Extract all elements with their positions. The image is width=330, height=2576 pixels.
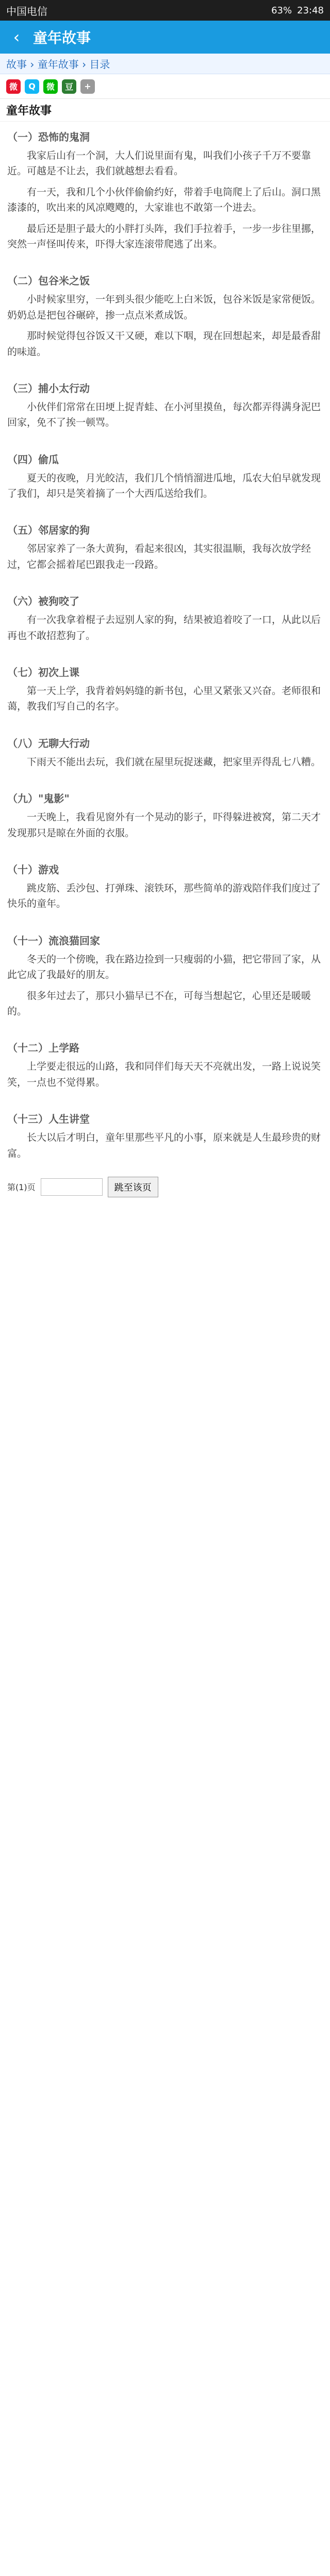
section-paragraph: 有一次我拿着棍子去逗别人家的狗，结果被追着咬了一口，从此以后再也不敢招惹狗了。 xyxy=(7,614,321,641)
section-title: （十三）人生讲堂 xyxy=(7,1113,90,1126)
section-body xyxy=(7,292,323,360)
jump-page-input[interactable] xyxy=(41,1178,103,1196)
section-paragraph: 下雨天不能出去玩，我们就在屋里玩捉迷藏，把家里弄得乱七八糟。 xyxy=(27,756,321,768)
section-title: （十）游戏 xyxy=(7,863,59,876)
time-label: 23:48 xyxy=(297,5,324,16)
share-bar xyxy=(0,74,330,99)
story-section xyxy=(0,728,330,783)
section-paragraph: 邻居家养了一条大黄狗，看起来很凶，其实很温顺，我每次放学经过，它都会摇着尾巴跟我走一段路。 xyxy=(7,543,311,570)
story-section xyxy=(0,373,330,444)
story-section xyxy=(0,1104,330,1175)
status-right xyxy=(271,5,324,16)
section-paragraph: 最后还是胆子最大的小胖打头阵，我们手拉着手，一步一步往里挪，突然一声怪叫传来，吓得大家连滚带爬逃了出来。 xyxy=(7,223,321,250)
story-section xyxy=(0,1032,330,1104)
jump-page-row xyxy=(7,1175,323,1202)
qq-icon[interactable]: Q xyxy=(25,79,39,94)
section-title: （四）偷瓜 xyxy=(7,453,59,466)
back-icon: ‹ xyxy=(13,27,20,47)
carrier-label: 中国电信 xyxy=(6,5,47,18)
breadcrumb-text: 故事 › 童年故事 › 目录 xyxy=(6,58,110,71)
wechat-icon[interactable]: 微 xyxy=(43,79,58,94)
battery-label: 63% xyxy=(271,5,292,16)
section-paragraph: 上学要走很远的山路，我和同伴们每天天不亮就出发，一路上说说笑笑，一点也不觉得累。 xyxy=(7,1061,321,1088)
section-paragraph: 我家后山有一个洞，大人们说里面有鬼，叫我们小孩子千万不要靠近。可越是不让去，我们就越想去看看。 xyxy=(7,150,311,177)
section-paragraph: 夏天的夜晚，月光皎洁，我们几个悄悄溜进瓜地，瓜农大伯早就发现了我们，却只是笑着摘了一个大西瓜送给我们。 xyxy=(7,472,321,500)
section-title: （十一）流浪猫回家 xyxy=(7,934,100,947)
section-body xyxy=(7,470,323,502)
section-paragraph: 一天晚上，我看见窗外有一个晃动的影子，吓得躲进被窝，第二天才发现那只是晾在外面的衣服。 xyxy=(7,811,321,839)
section-paragraph: 长大以后才明白，童年里那些平凡的小事，原来就是人生最珍贵的财富。 xyxy=(7,1132,321,1159)
section-paragraph: 跳皮筋、丢沙包、打弹珠、滚铁环，那些简单的游戏陪伴我们度过了快乐的童年。 xyxy=(7,882,321,910)
app-title: 童年故事 xyxy=(33,29,91,46)
section-paragraph: 第一天上学，我背着妈妈缝的新书包，心里又紧张又兴奋。老师很和蔼，教我们写自己的名字。 xyxy=(7,685,321,713)
title-bar xyxy=(0,21,330,54)
section-body xyxy=(7,612,323,643)
more-icon[interactable]: + xyxy=(80,79,95,94)
section-paragraph: 小伙伴们常常在田埂上捉青蛙、在小河里摸鱼，每次都弄得满身泥巴回家，免不了挨一顿骂。 xyxy=(7,401,321,429)
section-title: （三）捕小太行动 xyxy=(7,382,90,395)
section-title: （七）初次上课 xyxy=(7,666,79,679)
story-section xyxy=(0,783,330,854)
jump-page-section xyxy=(0,1175,330,1211)
jump-page-button[interactable]: 跳至该页 xyxy=(108,1177,158,1197)
douban-icon[interactable]: 豆 xyxy=(62,79,76,94)
section-paragraph: 小时候家里穷，一年到头很少能吃上白米饭，包谷米饭是家常便饭。奶奶总是把包谷碾碎，掺一点点米煮成饭。 xyxy=(7,294,321,321)
story-section xyxy=(0,122,330,265)
section-paragraph: 有一天，我和几个小伙伴偷偷约好，带着手电筒爬上了后山。洞口黑漆漆的，吹出来的风凉飕飕的，大家谁也不敢第一个进去。 xyxy=(7,186,321,214)
status-bar xyxy=(0,0,330,21)
section-title: （十二）上学路 xyxy=(7,1042,79,1055)
section-title: （八）无聊大行动 xyxy=(7,737,90,750)
section-title: （六）被狗咬了 xyxy=(7,595,79,608)
section-body xyxy=(7,399,323,431)
back-button[interactable] xyxy=(0,21,33,54)
breadcrumb[interactable] xyxy=(0,54,330,74)
section-title: （五）邻居家的狗 xyxy=(7,524,90,537)
story-section xyxy=(0,586,330,657)
section-body xyxy=(7,541,323,572)
story-section xyxy=(0,657,330,728)
section-title: （九）"鬼影" xyxy=(7,792,70,805)
section-body xyxy=(7,1059,323,1090)
section-body xyxy=(7,683,323,715)
story-section xyxy=(0,444,330,515)
story-section xyxy=(0,854,330,925)
section-body xyxy=(7,754,323,770)
jump-page-prefix: 第(1)页 xyxy=(7,1182,36,1193)
section-title: （二）包谷米之饭 xyxy=(7,275,90,287)
page-title: 童年故事 xyxy=(0,99,330,122)
story-section xyxy=(0,515,330,586)
section-title: （一）恐怖的鬼洞 xyxy=(7,131,90,143)
section-body xyxy=(7,809,323,841)
section-paragraph: 很多年过去了，那只小猫早已不在，可每当想起它，心里还是暖暖的。 xyxy=(7,990,311,1017)
section-body xyxy=(7,880,323,912)
section-paragraph: 冬天的一个傍晚，我在路边捡到一只瘦弱的小猫，把它带回了家，从此它成了我最好的朋友。 xyxy=(7,953,321,981)
weibo-icon[interactable]: 微 xyxy=(6,79,21,94)
section-body xyxy=(7,952,323,1020)
section-body xyxy=(7,1130,323,1161)
story-content xyxy=(0,122,330,2576)
story-section xyxy=(0,265,330,373)
section-body xyxy=(7,148,323,252)
section-paragraph: 那时候觉得包谷饭又干又硬，难以下咽，现在回想起来，却是最香甜的味道。 xyxy=(7,330,321,358)
sections-container xyxy=(0,122,330,1175)
story-section xyxy=(0,925,330,1033)
